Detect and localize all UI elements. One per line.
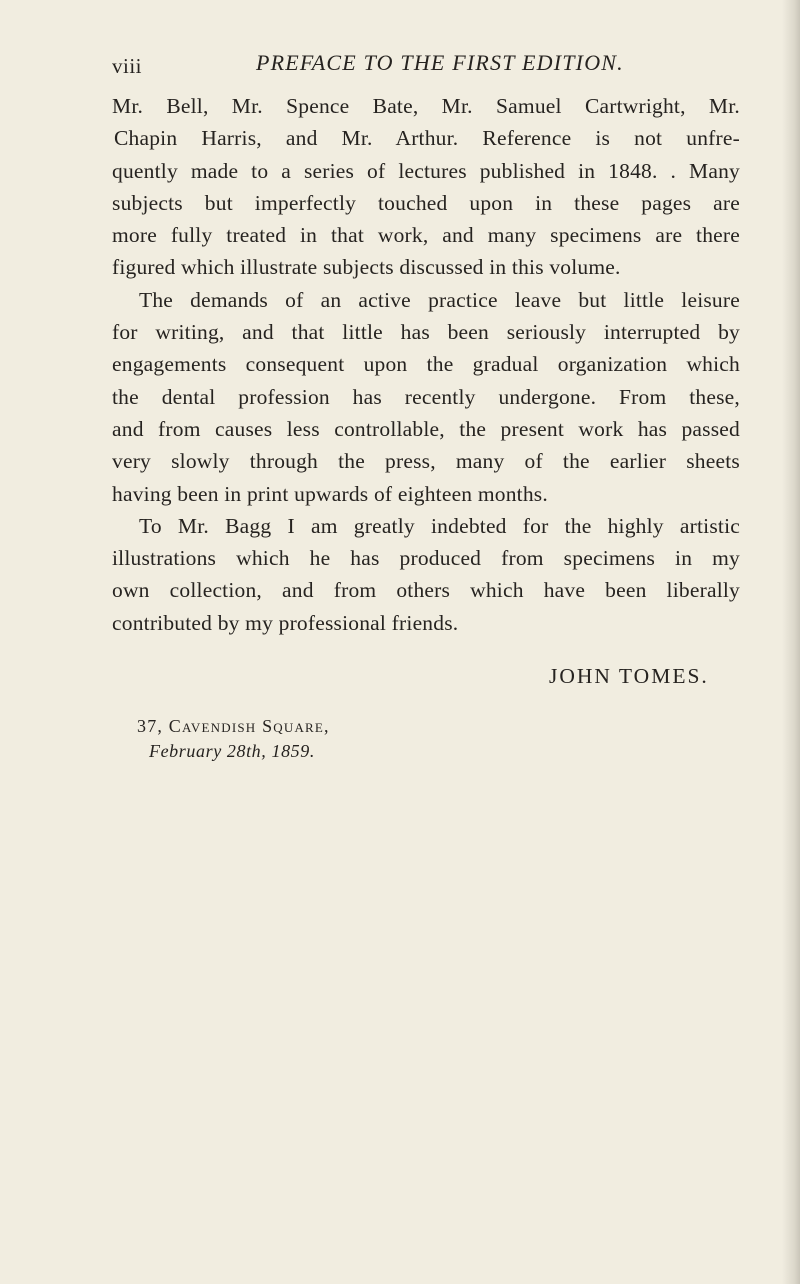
text-line: subjects but imperfectly touched upon in these pages are [112,190,740,215]
text-line: own collection, and from others which have been liberally [112,578,740,603]
preface-body [112,90,740,639]
text-line: To Mr. Bagg I am greatly indebted for the highly artistic [139,513,740,538]
text-line: engagements consequent upon the gradual organization which [112,352,740,377]
author-signature: JOHN TOMES. [549,664,709,688]
address-street: 37, Cavendish Square, [137,716,330,736]
text-line: Chapin Harris, and Mr. Arthur. Reference is not unfre- [114,126,740,151]
text-line: figured which illustrate subjects discussed in this volume. [112,255,621,280]
text-line: very slowly through the press, many of the earlier sheets [112,449,740,474]
page-number: viii [112,54,143,78]
text-line: and from causes less controllable, the present work has passed [112,416,740,441]
address-block [137,714,537,764]
text-line: quently made to a series of lectures published in 1848. . Many [112,158,740,183]
text-line: contributed by my professional friends. [112,610,459,635]
text-line: the dental profession has recently undergone. From these, [112,384,740,409]
running-head-title: PREFACE TO THE FIRST EDITION. [256,50,624,75]
running-head [112,50,752,86]
address-date: February 28th, 1859. [149,741,315,761]
text-line: having been in print upwards of eighteen months. [112,481,548,506]
text-line: Mr. Bell, Mr. Spence Bate, Mr. Samuel Cartwright, Mr. [112,94,740,118]
text-line: The demands of an active practice leave but little leisure [139,287,740,312]
text-line: more fully treated in that work, and many specimens are there [112,223,740,248]
text-line: for writing, and that little has been seriously interrupted by [112,320,740,345]
text-line: illustrations which he has produced from specimens in my [112,546,740,571]
page-edge-shadow [782,0,800,1284]
